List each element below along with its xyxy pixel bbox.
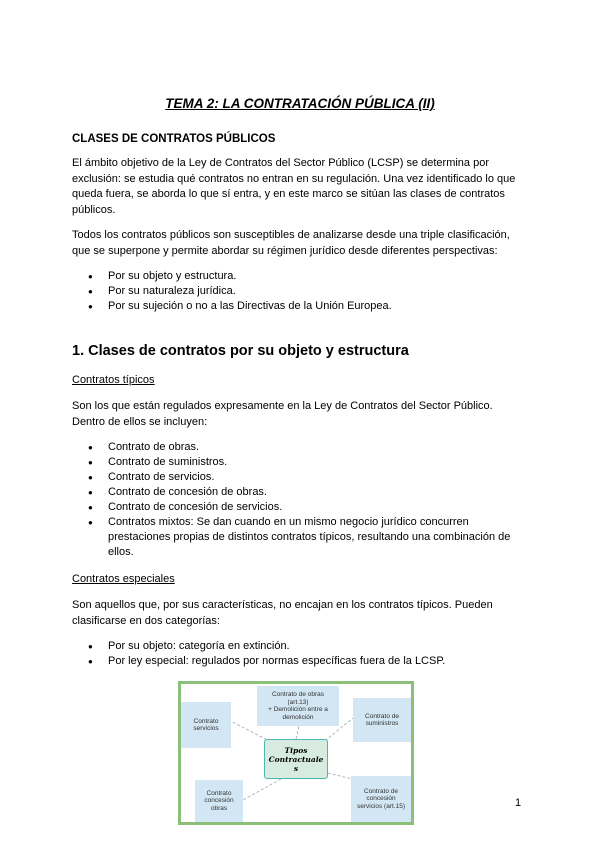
node-contrato-concesion-obras <box>195 780 243 822</box>
list-item: ● Contrato de obras. <box>88 440 528 455</box>
node-text: Contrato de <box>364 787 398 795</box>
node-text: Contractuale <box>268 754 324 764</box>
typical-contracts-list <box>88 440 528 560</box>
text-line: El ámbito objetivo de la Ley de Contratos del Sector Público (LCSP) se determina por <box>72 157 489 169</box>
connector-line <box>296 726 299 739</box>
text-line: Son los que están regulados expresamente en la Ley de Contratos del Sector Público. <box>72 400 493 412</box>
intro-paragraph-1 <box>72 156 532 218</box>
text-line: clasificarse en dos categorías: <box>72 614 220 627</box>
node-text: servicios <box>193 725 219 732</box>
list-item: ● Por su sujeción o no a las Directivas de la Unión Europea. <box>88 299 528 314</box>
node-text: concesión <box>366 795 396 803</box>
document-title: TEMA 2: LA CONTRATACIÓN PÚBLICA (II) <box>165 96 435 111</box>
typical-contracts-subheading: Contratos típicos <box>72 374 155 386</box>
text-line: Dentro de ellos se incluyen: <box>72 415 208 428</box>
list-item: ● Contrato de concesión de servicios. <box>88 500 528 515</box>
section-heading: CLASES DE CONTRATOS PÚBLICOS <box>72 133 276 145</box>
text-line: queda fuera, se aborda lo que sí entra, y en este marco se sitúan las clases de contratos <box>72 188 505 200</box>
section-1-heading: 1. Clases de contratos por su objeto y estructura <box>72 343 409 359</box>
list-item: ● Por su objeto y estructura. <box>88 269 528 284</box>
contract-types-diagram <box>178 681 414 825</box>
node-text: Contrato <box>206 789 232 797</box>
node-text: Contrato <box>193 717 219 725</box>
list-item-mixed-contracts <box>88 515 528 560</box>
intro-paragraph-2 <box>72 228 532 259</box>
node-text: suministros <box>365 720 399 727</box>
text-line: ellos. <box>108 546 134 558</box>
list-item: ● Por su objeto: categoría en extinción. <box>88 639 528 654</box>
list-item: ● Contrato de concesión de obras. <box>88 485 528 500</box>
node-text: Contrato de obras <box>271 691 325 698</box>
node-text: Contrato de <box>365 712 399 720</box>
classification-list <box>88 269 528 314</box>
list-item: ● Por su naturaleza jurídica. <box>88 284 528 299</box>
special-contracts-list <box>88 639 528 669</box>
node-text: Tipos <box>284 745 308 755</box>
node-contrato-suministros <box>353 698 411 742</box>
text-line: exclusión: se estudia qué contratos no entran en su regulación. Una vez identificado lo que <box>72 172 516 185</box>
text-line: públicos. <box>72 203 116 216</box>
node-contrato-obras <box>257 686 339 726</box>
node-text: s <box>293 763 299 773</box>
node-text: servicios (art.15) <box>356 802 406 810</box>
text-line: Todos los contratos públicos son susceptibles de analizarse desde una triple clasificación, <box>72 229 510 241</box>
node-contrato-concesion-servicios <box>351 776 411 822</box>
text-line: que se superpone y permite abordar su régimen jurídico desde diferentes perspectivas: <box>72 244 498 257</box>
special-contracts-subheading: Contratos especiales <box>72 573 175 585</box>
node-text: demolición <box>282 713 314 721</box>
text-line: Son aquellos que, por sus características, no encajan en los contratos típicos. Pueden <box>72 599 493 611</box>
list-item: ● Contrato de servicios. <box>88 470 528 485</box>
diagram-central-node <box>264 739 328 779</box>
list-item: ● Por ley especial: regulados por normas específicas fuera de la LCSP. <box>88 654 528 669</box>
node-text: concesión <box>204 797 234 805</box>
node-text: (art.13) <box>287 698 309 706</box>
node-contrato-servicios <box>181 702 231 748</box>
page-number: 1 <box>515 797 522 809</box>
text-line: ● Contratos mixtos: Se dan cuando en un mismo negocio jurídico concurren <box>108 516 469 528</box>
typical-contracts-paragraph <box>72 399 532 430</box>
node-text: obras <box>210 804 228 812</box>
list-item: ● Contrato de suministros. <box>88 455 528 470</box>
special-contracts-paragraph <box>72 598 532 629</box>
text-line: prestaciones propias de distintos contratos típicos, resultando una combinación de <box>108 531 511 543</box>
connector-line <box>243 779 281 800</box>
node-text: + Demolición entre a <box>268 706 328 713</box>
